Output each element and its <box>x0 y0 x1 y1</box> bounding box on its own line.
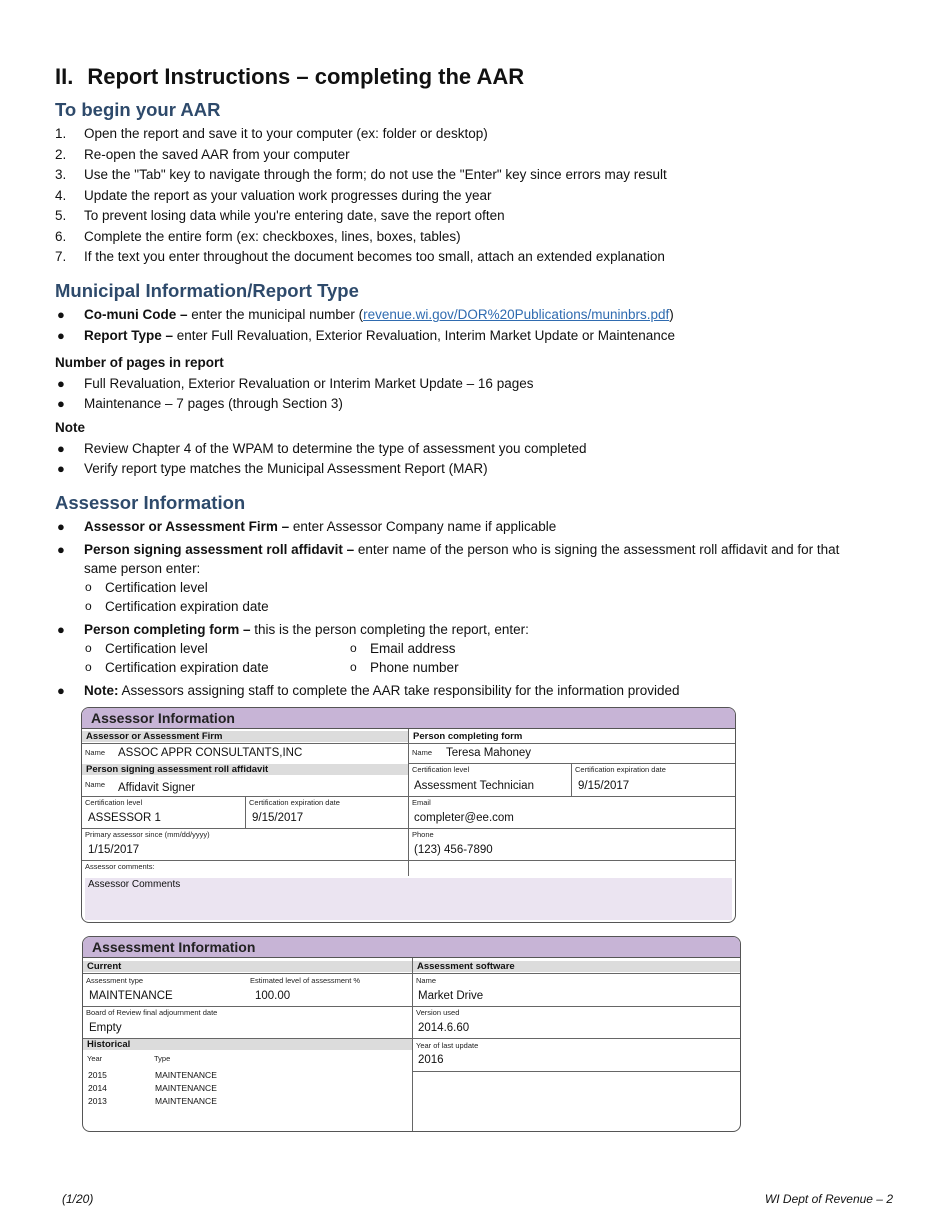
level-field[interactable]: 100.00 <box>255 990 291 1002</box>
divider <box>413 1071 740 1072</box>
cert-level-caption: Certification level <box>412 765 470 774</box>
footer-publisher: WI Dept of Revenue – 2 <box>764 1192 893 1206</box>
assessor-info-form <box>81 707 736 923</box>
heading-begin: To begin your AAR <box>55 99 221 120</box>
completer-cert-field[interactable]: Assessment Technician <box>414 780 534 792</box>
bullet-icon: ● <box>57 376 65 391</box>
pages-item: Full Revaluation, Exterior Revaluation or Interim Market Update – 16 pages <box>84 376 534 391</box>
history-type: MAINTENANCE <box>155 1083 217 1093</box>
firm-text: enter Assessor Company name if applicable <box>289 519 557 534</box>
type-column-header: Type <box>154 1054 171 1063</box>
circle-bullet-icon: o <box>85 641 92 655</box>
signer-label: Person signing assessment roll affidavit – <box>84 542 355 557</box>
report-type-label: Report Type – <box>84 328 174 343</box>
history-year: 2014 <box>88 1083 107 1093</box>
history-type: MAINTENANCE <box>155 1096 217 1106</box>
name-caption: Name <box>412 748 433 757</box>
historical-band: Historical <box>83 1039 412 1050</box>
step-text: Complete the entire form (ex: checkboxes, lines, boxes, tables) <box>84 229 461 244</box>
note-text: Assessors assigning staff to complete the AAR take responsibility for the information provided <box>118 683 680 698</box>
firm-label: Assessor or Assessment Firm – <box>84 519 290 534</box>
divider <box>571 763 572 796</box>
bullet-icon: ● <box>57 328 65 343</box>
cert-exp-caption: Certification expiration date <box>575 765 666 774</box>
software-band: Assessment software <box>413 961 740 972</box>
bullet-icon: ● <box>57 622 65 637</box>
step-number: 6. <box>55 229 67 244</box>
firm-name-field[interactable]: ASSOC APPR CONSULTANTS,INC <box>118 747 303 759</box>
software-name-field[interactable]: Market Drive <box>418 990 484 1002</box>
divider <box>408 729 409 876</box>
phone-caption: Phone <box>412 830 434 839</box>
note-item: Verify report type matches the Municipal Assessment Report (MAR) <box>84 461 488 476</box>
signer-cert-field[interactable]: ASSESSOR 1 <box>88 812 161 824</box>
divider <box>82 743 735 744</box>
divider <box>409 763 735 764</box>
sub-item-text: Certification level <box>105 641 208 656</box>
footer-page-date: (1/20) <box>62 1192 94 1206</box>
step-number: 2. <box>55 147 67 162</box>
name-caption: Name <box>85 748 106 757</box>
step-number: 4. <box>55 188 67 203</box>
type-field[interactable]: MAINTENANCE <box>89 990 173 1002</box>
signing-band: Person signing assessment roll affidavit <box>82 764 408 775</box>
bullet-icon: ● <box>57 519 65 534</box>
co-muni-label: Co-muni Code – <box>84 307 188 322</box>
co-muni-text: enter the municipal number ( <box>187 307 364 322</box>
divider <box>82 828 735 829</box>
sub-item-text: Email address <box>370 641 456 656</box>
completer-name-field[interactable]: Teresa Mahoney <box>446 747 532 759</box>
type-caption: Assessment type <box>86 976 144 985</box>
divider <box>83 973 740 974</box>
software-name-caption: Name <box>416 976 437 985</box>
email-caption: Email <box>412 798 431 807</box>
comments-text: Assessor Comments <box>88 879 181 890</box>
circle-bullet-icon: o <box>350 641 357 655</box>
circle-bullet-icon: o <box>350 660 357 674</box>
completer-exp-field[interactable]: 9/15/2017 <box>578 780 630 792</box>
heading-municipal: Municipal Information/Report Type <box>55 280 359 301</box>
signer-text: enter name of the person who is signing the assessment roll affidavit and for that <box>354 542 840 557</box>
sub-item-text: Phone number <box>370 660 459 675</box>
step-text: To prevent losing data while you're entering date, save the report often <box>84 208 505 223</box>
heading-assessor: Assessor Information <box>55 492 246 513</box>
form-header: Assessor Information <box>82 708 735 729</box>
cert-exp-caption: Certification expiration date <box>249 798 340 807</box>
history-year: 2015 <box>88 1070 107 1080</box>
page-title <box>55 64 524 90</box>
muni-numbers-link[interactable]: revenue.wi.gov/DOR%20Publications/muninbrs.pdf <box>363 307 670 322</box>
divider <box>82 860 735 861</box>
last-update-caption: Year of last update <box>416 1041 479 1050</box>
note-heading: Note <box>55 420 85 435</box>
pages-heading: Number of pages in report <box>55 355 224 370</box>
circle-bullet-icon: o <box>85 580 92 594</box>
step-number: 7. <box>55 249 67 264</box>
divider <box>82 796 735 797</box>
step-number: 3. <box>55 167 67 182</box>
last-update-field[interactable]: 2016 <box>418 1054 444 1066</box>
primary-since-caption: Primary assessor since (mm/dd/yyyy) <box>85 830 210 839</box>
name-caption: Name <box>85 780 106 789</box>
current-band: Current <box>83 961 412 972</box>
firm-band: Assessor or Assessment Firm <box>82 731 408 742</box>
cert-level-caption: Certification level <box>85 798 143 807</box>
note-item: Review Chapter 4 of the WPAM to determine the type of assessment you completed <box>84 441 587 456</box>
bullet-icon: ● <box>57 396 65 411</box>
divider <box>245 796 246 828</box>
step-text: Re-open the saved AAR from your computer <box>84 147 350 162</box>
history-year: 2013 <box>88 1096 107 1106</box>
signer-exp-field[interactable]: 9/15/2017 <box>252 812 304 824</box>
bor-field[interactable]: Empty <box>89 1022 122 1034</box>
comments-caption: Assessor comments: <box>85 862 155 871</box>
level-caption: Estimated level of assessment % <box>250 976 361 985</box>
divider <box>412 958 413 1131</box>
step-text: Use the "Tab" key to navigate through the form; do not use the "Enter" key since errors may result <box>84 167 667 182</box>
circle-bullet-icon: o <box>85 660 92 674</box>
assessment-info-form <box>82 936 741 1132</box>
history-type: MAINTENANCE <box>155 1070 217 1080</box>
bullet-icon: ● <box>57 307 65 322</box>
completing-band: Person completing form <box>409 731 735 742</box>
sub-item-text: Certification expiration date <box>105 599 269 614</box>
sub-item-text: Certification level <box>105 580 208 595</box>
completer-text: this is the person completing the report, enter: <box>250 622 529 637</box>
section-number: II. <box>55 64 74 89</box>
bullet-icon: ● <box>57 542 65 557</box>
bullet-icon: ● <box>57 441 65 456</box>
bullet-icon: ● <box>57 683 65 698</box>
version-caption: Version used <box>416 1008 460 1017</box>
bullet-icon: ● <box>57 461 65 476</box>
circle-bullet-icon: o <box>85 599 92 613</box>
step-number: 5. <box>55 208 67 223</box>
signer-text-2: same person enter: <box>84 561 201 576</box>
step-text: Update the report as your valuation work progresses during the year <box>84 188 492 203</box>
version-field[interactable]: 2014.6.60 <box>418 1022 470 1034</box>
step-text: Open the report and save it to your computer (ex: folder or desktop) <box>84 126 488 141</box>
report-type-text: enter Full Revaluation, Exterior Revaluation, Interim Market Update or Maintenance <box>173 328 676 343</box>
step-text: If the text you enter throughout the document becomes too small, attach an extended explanation <box>84 249 665 264</box>
signer-name-field[interactable]: Affidavit Signer <box>118 782 196 794</box>
comments-field[interactable] <box>85 878 732 920</box>
title-text: Report Instructions – completing the AAR <box>87 64 525 89</box>
primary-date-field[interactable]: 1/15/2017 <box>88 844 140 856</box>
bor-caption: Board of Review final adjournment date <box>86 1008 218 1017</box>
co-muni-close: ) <box>669 307 674 322</box>
pages-item: Maintenance – 7 pages (through Section 3) <box>84 396 343 411</box>
divider <box>83 1006 740 1007</box>
year-column-header: Year <box>87 1054 103 1063</box>
note-label: Note: <box>84 683 119 698</box>
email-field[interactable]: completer@ee.com <box>414 812 514 824</box>
sub-item-text: Certification expiration date <box>105 660 269 675</box>
completer-label: Person completing form – <box>84 622 251 637</box>
phone-field[interactable]: (123) 456-7890 <box>414 844 493 856</box>
form-header: Assessment Information <box>83 937 740 958</box>
step-number: 1. <box>55 126 67 141</box>
